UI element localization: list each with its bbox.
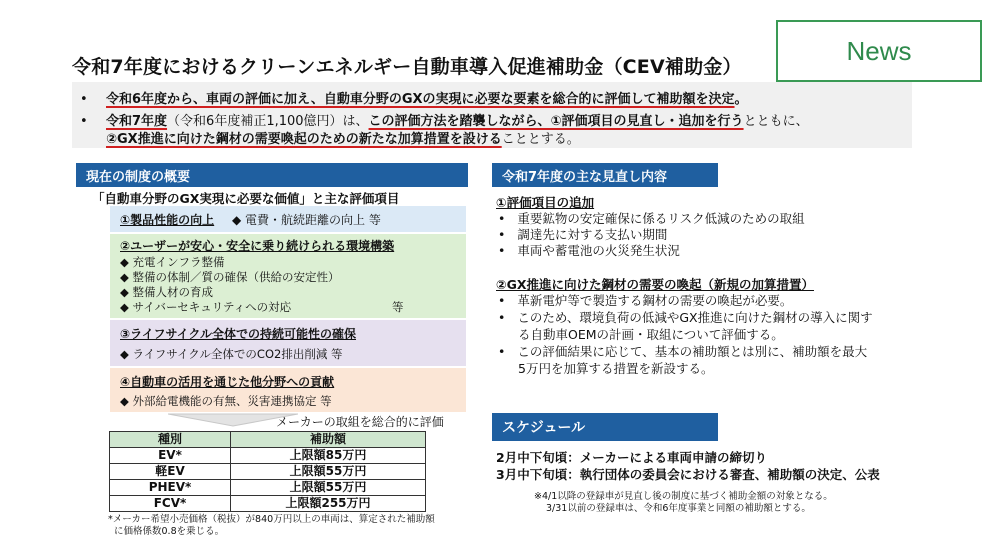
band1-heading: ①製品性能の向上 xyxy=(120,213,215,227)
section1-item-3-text: 車両や蓄電池の火災発生状況 xyxy=(517,243,680,258)
section2-item-1: • 革新電炉等で製造する鋼材の需要の喚起が必要。 xyxy=(498,293,793,308)
summary-budget: （令和6年度補正1,100億円）は、 xyxy=(167,114,369,129)
section1-item-1-text: 重要鉱物の安定確保に係るリスク低減のための取組 xyxy=(517,211,805,226)
band-user-environment xyxy=(110,234,466,318)
right-section-header xyxy=(492,163,718,187)
band-lifecycle xyxy=(110,320,466,366)
schedule-header xyxy=(492,413,718,441)
band3-item: ◆ ライフサイクル全体でのCO2排出削減 等 xyxy=(120,347,343,361)
page-title: 令和7年度におけるクリーンエネルギー自動車導入促進補助金（CEV補助金） xyxy=(72,56,742,78)
section1-item-2-text: 調達先に対する支払い期間 xyxy=(517,227,668,242)
band2-item-4-row xyxy=(120,299,466,316)
section1-item-2: • 調達先に対する支払い期間 xyxy=(498,227,668,242)
section2-item-2-text: このため、環境負荷の低減やGX推進に向けた鋼材の導入に関す xyxy=(517,310,873,325)
table-row xyxy=(110,480,426,496)
left-header-label: 現在の制度の概要 xyxy=(86,169,191,185)
schedule-header-label: スケジュール xyxy=(502,420,586,436)
left-section-header xyxy=(76,163,468,187)
footnote-line-1: *メーカー希望小売価格（税抜）が840万円以上の車両は、算定された補助額 xyxy=(108,514,435,525)
summary-tail-2: とともに、 xyxy=(743,114,809,129)
section2-heading: ②GX推進に向けた鋼材の需要の喚起（新規の加算措置） xyxy=(496,277,814,292)
summary-tail-3: こととする。 xyxy=(501,132,580,147)
table-cell-amount: 上限額55万円 xyxy=(231,464,426,480)
band-other-sectors xyxy=(110,368,466,412)
table-row xyxy=(110,496,426,512)
band2-etc: 等 xyxy=(392,300,404,314)
section2-item-3: • この評価結果に応じて、基本の補助額とは別に、補助額を最大 xyxy=(498,344,868,359)
summary-emphasis-2: この評価方法を踏襲しながら、①評価項目の見直し・追加を行う xyxy=(368,114,744,129)
band3-heading: ③ライフサイクル全体での持続可能性の確保 xyxy=(120,327,357,341)
table-row xyxy=(110,464,426,480)
section2-item-2-cont: る自動車OEMの計画・取組について評価する。 xyxy=(518,327,784,342)
section2-item-3-text: この評価結果に応じて、基本の補助額とは別に、補助額を最大 xyxy=(517,344,868,359)
news-label: News xyxy=(846,35,912,66)
table-cell-amount: 上限額55万円 xyxy=(231,480,426,496)
table-cell-type: PHEV* xyxy=(110,480,231,496)
table-cell-type: EV* xyxy=(110,448,231,464)
band2-item-4: ◆ サイバーセキュリティへの対応 xyxy=(120,300,292,314)
bullet: • xyxy=(80,114,88,129)
section1-item-3: • 車両や蓄電池の火災発生状況 xyxy=(498,243,680,258)
schedule-line-1: 2月中下旬頃：メーカーによる車両申請の締切り xyxy=(496,450,767,465)
table-row xyxy=(110,448,426,464)
summary-box xyxy=(72,82,912,148)
summary-period: 。 xyxy=(734,92,748,107)
summary-year: 令和7年度 xyxy=(106,114,168,129)
right-header-label: 令和7年度の主な見直し内容 xyxy=(502,169,668,185)
subsidy-table xyxy=(109,431,426,512)
band4-heading: ④自動車の活用を通じた他分野への貢献 xyxy=(120,375,335,389)
schedule-line-2: 3月中下旬頃：執行団体の委員会における審査、補助額の決定、公表 xyxy=(496,467,880,482)
section1-item-1: • 重要鉱物の安定確保に係るリスク低減のための取組 xyxy=(498,211,805,226)
summary-line-3 xyxy=(106,128,580,147)
section1-heading: ①評価項目の追加 xyxy=(496,195,595,210)
band2-item-2: ◆ 整備の体制／質の確保（供給の安定性） xyxy=(120,270,340,284)
section2-item-1-text: 革新電炉等で製造する鋼材の需要の喚起が必要。 xyxy=(517,293,793,308)
table-cell-type: 軽EV xyxy=(110,464,231,480)
table-cell-amount: 上限額85万円 xyxy=(231,448,426,464)
summary-line-1 xyxy=(80,88,748,107)
section2-item-3-cont: 5万円を加算する措置を新設する。 xyxy=(518,361,714,376)
band2-heading: ②ユーザーが安心・安全に乗り続けられる環境構築 xyxy=(120,239,395,253)
left-subtitle: 「自動車分野のGX実現に必要な価値」と主な評価項目 xyxy=(92,191,400,206)
table-header-row xyxy=(110,432,426,448)
bullet: • xyxy=(80,92,88,107)
section2-item-2: • このため、環境負荷の低減やGX推進に向けた鋼材の導入に関す xyxy=(498,310,873,325)
band-product-performance xyxy=(110,206,466,232)
news-badge xyxy=(776,20,982,82)
table-cell-amount: 上限額255万円 xyxy=(231,496,426,512)
arrow-label: メーカーの取組を総合的に評価 xyxy=(276,415,444,429)
summary-emphasis-1: 令和6年度から、車両の評価に加え、自動車分野のGXの実現に必要な要素を総合的に評価して補助額を決定 xyxy=(106,92,735,107)
table-cell-type: FCV* xyxy=(110,496,231,512)
summary-line-2 xyxy=(80,110,809,129)
schedule-note-1: ※4/1以降の登録車が見直し後の制度に基づく補助金額の対象となる。 xyxy=(534,491,833,502)
band2-item-1: ◆ 充電インフラ整備 xyxy=(120,255,225,269)
band2-item-3: ◆ 整備人材の育成 xyxy=(120,285,213,299)
footnote-line-2: に価格係数0.8を乗じる。 xyxy=(114,526,225,537)
table-header-amount: 補助額 xyxy=(231,432,426,448)
summary-emphasis-3: ②GX推進に向けた鋼材の需要喚起のための新たな加算措置を設ける xyxy=(106,132,502,147)
schedule-note-2: 3/31以前の登録車は、令和6年度事業と同額の補助額とする。 xyxy=(546,503,811,514)
table-header-type: 種別 xyxy=(110,432,231,448)
band1-item: ◆ 電費・航続距離の向上 等 xyxy=(232,213,381,227)
band4-item: ◆ 外部給電機能の有無、災害連携協定 等 xyxy=(120,394,332,408)
